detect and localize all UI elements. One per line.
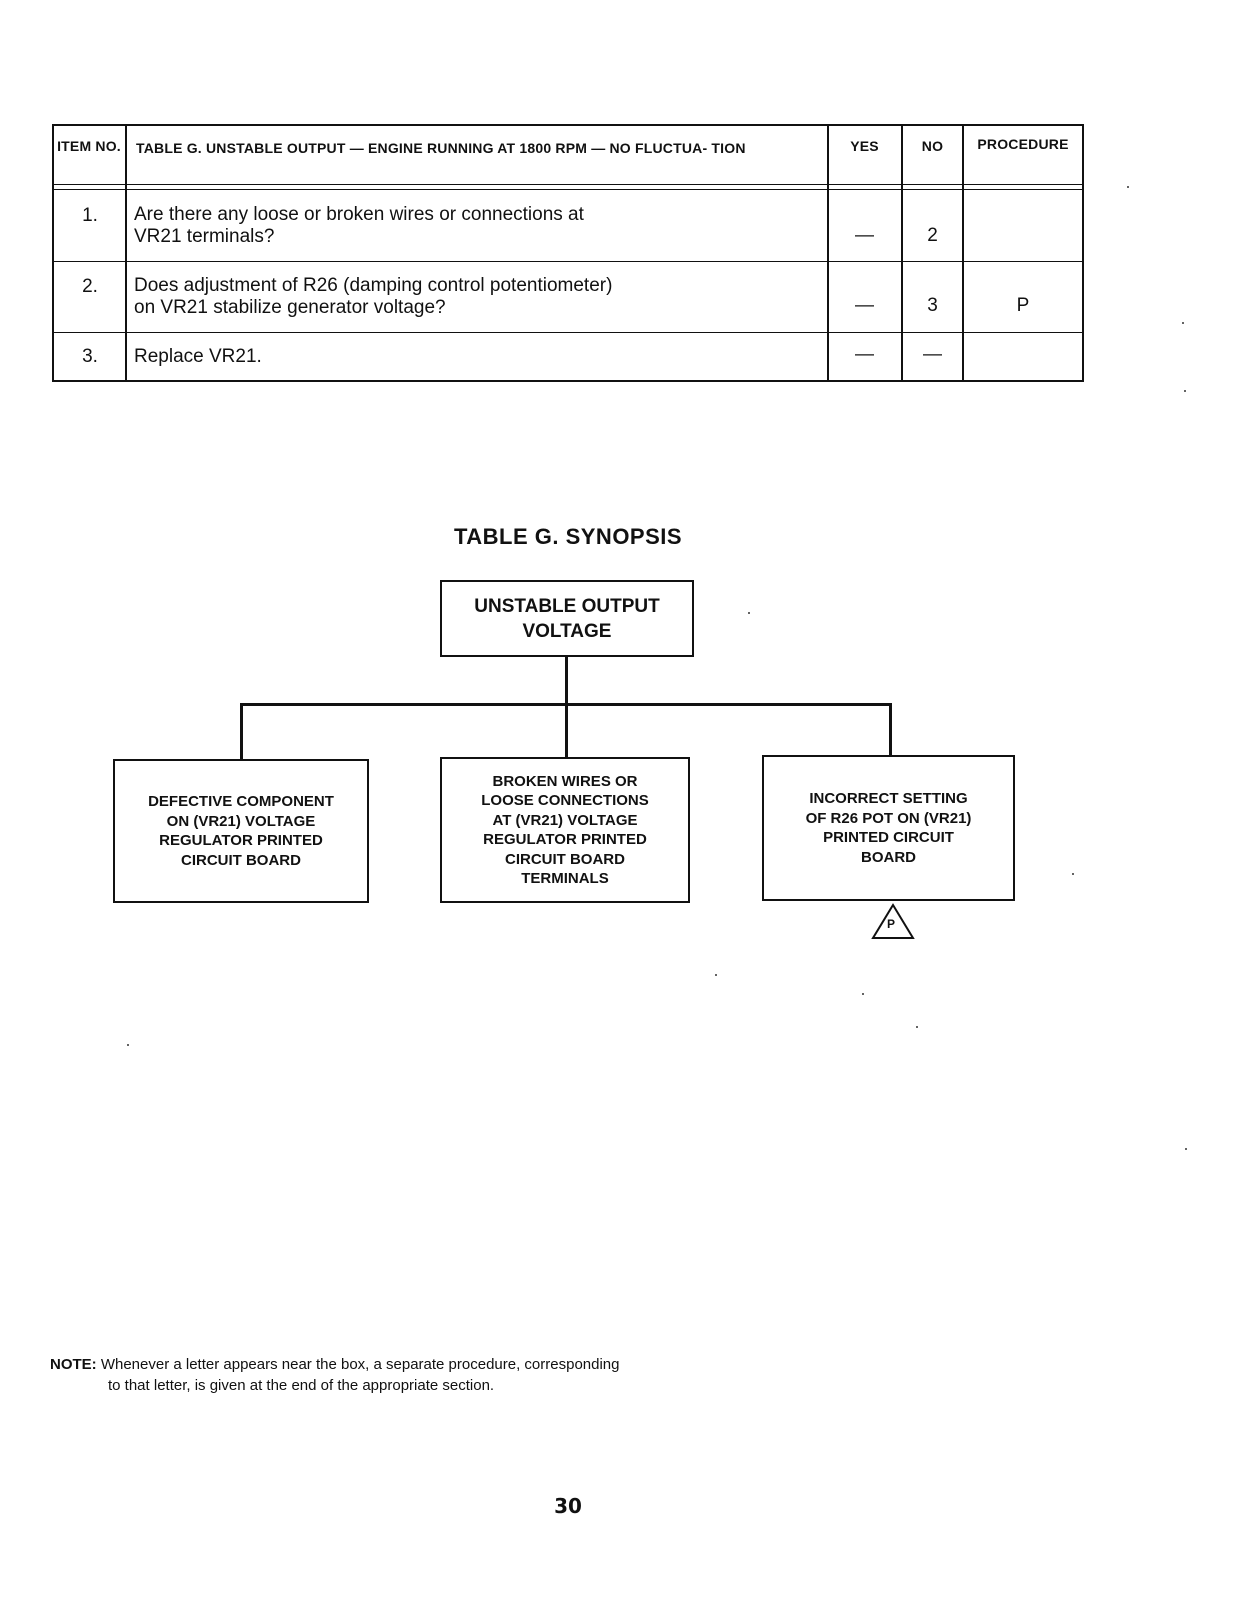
note-text-line2: to that letter, is given at the end of the appropriate section. — [108, 1377, 495, 1394]
synopsis-title: TABLE G. SYNOPSIS — [453, 524, 683, 549]
scan-speck — [127, 1044, 129, 1046]
row-2-no: 3 — [927, 295, 938, 316]
cause-line: TERMINALS — [521, 870, 609, 887]
cause-line: BROKEN WIRES OR — [492, 772, 638, 790]
row-1-yes: — — [855, 225, 874, 246]
question-line: VR21 terminals? — [134, 226, 275, 247]
header-yes: YES — [850, 138, 879, 154]
header-no: NO — [921, 138, 944, 154]
cause-line: OF R26 POT ON (VR21) — [805, 809, 972, 827]
cause-line: BOARD — [861, 848, 916, 866]
header-procedure: PROCEDURE — [977, 136, 1069, 152]
row-3-no: — — [923, 344, 942, 365]
row-divider — [54, 332, 1082, 333]
cause-line: REGULATOR PRINTED — [483, 831, 647, 848]
cause-line: DEFECTIVE COMPONENT — [148, 793, 334, 810]
connector-bus — [240, 703, 892, 706]
header-table-title: TABLE G. UNSTABLE OUTPUT — ENGINE RUNNING AT 1800 RPM — NO FLUCTUA- TION — [136, 140, 746, 156]
troubleshooting-table — [52, 124, 1084, 382]
note — [50, 1354, 750, 1396]
cause-line: ON (VR21) VOLTAGE — [166, 812, 316, 830]
scan-speck — [1072, 873, 1074, 875]
cause-line: AT (VR21) VOLTAGE — [492, 811, 638, 829]
cause-line: CIRCUIT BOARD — [180, 851, 301, 869]
root-box-unstable-output-voltage — [440, 580, 694, 657]
cause-line: PRINTED CIRCUIT — [823, 829, 954, 846]
question-line: Does adjustment of R26 (damping control potentiometer) — [134, 275, 613, 296]
question-line: Replace VR21. — [134, 346, 262, 367]
connector-drop-left — [240, 703, 243, 760]
connector-drop-right — [889, 703, 892, 756]
question-line: Are there any loose or broken wires or connections at — [134, 204, 584, 225]
note-text-line1: Whenever a letter appears near the box, a separate procedure, corresponding — [100, 1356, 620, 1373]
row-1-no: 2 — [927, 225, 938, 246]
procedure-marker-letter: P — [887, 917, 896, 931]
scan-speck — [862, 993, 864, 995]
row-3-question — [134, 346, 824, 368]
scan-speck — [1127, 186, 1129, 188]
cause-box-defective-component — [113, 759, 369, 903]
row-2-yes: — — [855, 295, 874, 316]
cause-box-incorrect-setting — [762, 755, 1015, 901]
row-3-yes: — — [855, 344, 874, 365]
scan-speck — [748, 612, 750, 614]
cause-box-broken-wires — [440, 757, 690, 903]
column-divider — [125, 126, 127, 380]
scan-speck — [715, 974, 717, 976]
scan-speck — [1185, 1148, 1187, 1150]
cause-line: LOOSE CONNECTIONS — [481, 792, 649, 809]
row-3-item: 3. — [82, 346, 98, 367]
cause-line: REGULATOR PRINTED — [159, 832, 323, 849]
scan-speck — [1184, 390, 1186, 392]
header-double-rule — [54, 189, 1082, 190]
row-2-question — [134, 275, 824, 319]
root-box-line: UNSTABLE OUTPUT — [474, 595, 660, 617]
row-1-question — [134, 204, 824, 248]
cause-line: INCORRECT SETTING — [809, 790, 968, 807]
row-2-procedure: P — [1016, 295, 1030, 316]
column-divider — [827, 126, 829, 380]
column-divider — [901, 126, 903, 380]
row-1-item: 1. — [82, 205, 98, 226]
cause-line: CIRCUIT BOARD — [504, 850, 625, 868]
root-box-line: VOLTAGE — [522, 620, 612, 642]
row-divider — [54, 261, 1082, 262]
header-item-no: ITEM NO. — [57, 138, 121, 154]
scan-speck — [916, 1026, 918, 1028]
row-2-item: 2. — [82, 276, 98, 297]
note-label: NOTE: — [50, 1356, 97, 1373]
connector-trunk — [565, 657, 568, 757]
column-divider — [962, 126, 964, 380]
scan-speck — [1182, 322, 1184, 324]
question-line: on VR21 stabilize generator voltage? — [134, 297, 446, 318]
page-number: 30 — [554, 1494, 582, 1518]
